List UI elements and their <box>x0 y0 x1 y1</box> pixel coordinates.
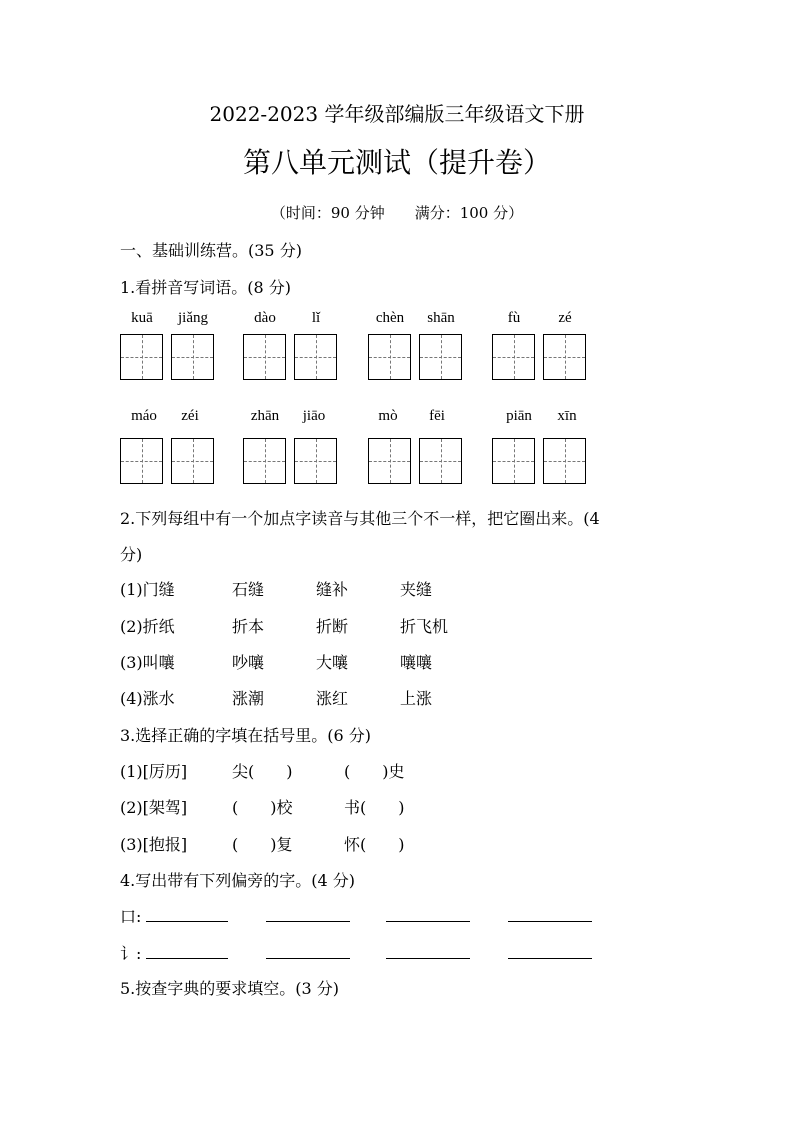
answer-blank[interactable] <box>386 958 470 959</box>
writing-box[interactable] <box>419 334 462 380</box>
q2-option: 石缝 <box>232 580 265 599</box>
writing-box[interactable] <box>368 334 411 380</box>
q2-option: (2)折纸 <box>120 617 175 636</box>
q2-option: 缝补 <box>316 580 349 599</box>
writing-box[interactable] <box>543 334 586 380</box>
pinyin-label: lǐ <box>311 310 321 326</box>
pinyin-label: jiāo <box>302 408 326 424</box>
answer-blank[interactable] <box>508 921 592 922</box>
q2-option: 大嚷 <box>316 653 349 672</box>
q3-fill-blank[interactable]: 书( ) <box>344 798 405 817</box>
writing-box[interactable] <box>543 438 586 484</box>
q2-option: 涨红 <box>316 689 349 708</box>
writing-box[interactable] <box>243 334 286 380</box>
q3-fill-blank[interactable]: ( )复 <box>232 835 293 854</box>
q2-prompt-line1: 2.下列每组中有一个加点字读音与其他三个不一样，把它圈出来。(4 <box>120 509 600 528</box>
q2-option: (1)门缝 <box>120 580 175 599</box>
q2-option: 折飞机 <box>400 617 449 636</box>
exam-title-line1: 2022-2023 学年级部编版三年级语文下册 <box>209 102 585 126</box>
pinyin-label: zé <box>558 310 572 326</box>
writing-box[interactable] <box>492 438 535 484</box>
pinyin-label: kuā <box>131 310 153 326</box>
pinyin-label: jiǎng <box>178 310 208 326</box>
pinyin-label: shān <box>427 310 455 326</box>
pinyin-label: xīn <box>557 408 577 424</box>
answer-blank[interactable] <box>386 921 470 922</box>
writing-box[interactable] <box>171 438 214 484</box>
q3-choice-label: (1)[厉历] <box>120 762 188 781</box>
q3-fill-blank[interactable]: ( )校 <box>232 798 293 817</box>
q2-option: 夹缝 <box>400 580 433 599</box>
pinyin-label: fù <box>507 310 521 326</box>
writing-box[interactable] <box>243 438 286 484</box>
writing-box[interactable] <box>171 334 214 380</box>
answer-blank[interactable] <box>266 958 350 959</box>
q3-prompt: 3.选择正确的字填在括号里。(6 分) <box>120 726 372 745</box>
writing-box[interactable] <box>294 334 337 380</box>
exam-title-line2: 第八单元测试（提升卷） <box>242 146 551 179</box>
pinyin-label: chèn <box>375 310 405 326</box>
q5-prompt: 5.按查字典的要求填空。(3 分) <box>120 979 340 998</box>
q3-fill-blank[interactable]: 尖( ) <box>232 762 293 781</box>
q2-option: (3)叫嚷 <box>120 653 175 672</box>
exam-time-score: （时间：90 分钟 满分：100 分） <box>270 204 524 222</box>
pinyin-label: fēi <box>429 408 445 424</box>
writing-box[interactable] <box>294 438 337 484</box>
answer-blank[interactable] <box>146 958 228 959</box>
answer-blank[interactable] <box>146 921 228 922</box>
q2-option: 折本 <box>232 617 265 636</box>
q2-option: 涨潮 <box>232 689 265 708</box>
q2-prompt-line2: 分) <box>120 545 143 564</box>
q2-option: 吵嚷 <box>232 653 265 672</box>
q2-option: 上涨 <box>400 689 433 708</box>
writing-box[interactable] <box>120 438 163 484</box>
q2-option: 折断 <box>316 617 349 636</box>
pinyin-label: piān <box>506 408 532 424</box>
q4-prompt: 4.写出带有下列偏旁的字。(4 分) <box>120 871 356 890</box>
pinyin-label: mò <box>378 408 398 424</box>
q3-choice-label: (2)[架驾] <box>120 798 188 817</box>
writing-box[interactable] <box>492 334 535 380</box>
q3-fill-blank[interactable]: 怀( ) <box>344 835 405 854</box>
radical-label: 讠: <box>120 944 142 963</box>
pinyin-label: dào <box>254 310 276 326</box>
answer-blank[interactable] <box>266 921 350 922</box>
q1-prompt: 1.看拼音写词语。(8 分) <box>120 278 292 297</box>
q2-option: 嚷嚷 <box>400 653 433 672</box>
q3-choice-label: (3)[抱报] <box>120 835 188 854</box>
answer-blank[interactable] <box>508 958 592 959</box>
writing-box[interactable] <box>368 438 411 484</box>
radical-label: 口: <box>120 907 142 926</box>
pinyin-label: máo <box>131 408 157 424</box>
pinyin-label: zéi <box>181 408 199 424</box>
writing-box[interactable] <box>120 334 163 380</box>
pinyin-label: zhān <box>250 408 280 424</box>
q2-option: (4)涨水 <box>120 689 175 708</box>
section1-heading: 一、基础训练营。(35 分) <box>120 241 302 260</box>
writing-box[interactable] <box>419 438 462 484</box>
q3-fill-blank[interactable]: ( )史 <box>344 762 405 781</box>
